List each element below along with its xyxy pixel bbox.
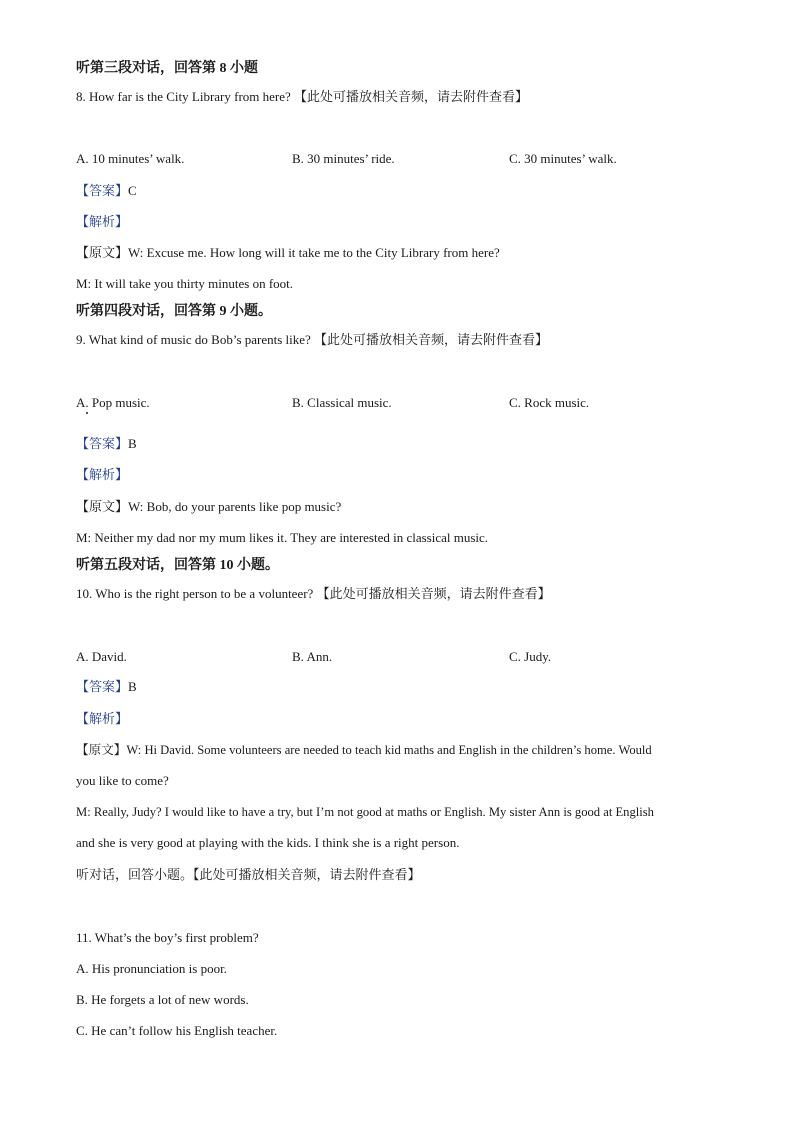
q9-transcript-line-2: M: Neither my dad nor my mum likes it. They are interested in classical music. bbox=[76, 530, 489, 545]
q11-option-a: A. His pronunciation is poor. bbox=[76, 961, 227, 976]
transcript-text: W: Bob, do your parents like pop music? bbox=[128, 499, 342, 514]
q11-option-c: C. He can’t follow his English teacher. bbox=[76, 1023, 278, 1038]
question-8: 8. How far is the City Library from here? 【此处可播放相关音频，请去附件查看】 bbox=[76, 89, 529, 104]
transcript-label: 【原文】 bbox=[76, 743, 127, 757]
q10-answer bbox=[76, 678, 137, 696]
q10-transcript-line-2: you like to come? bbox=[76, 773, 169, 788]
q9-transcript-line-1 bbox=[76, 498, 341, 516]
answer-value: B bbox=[128, 679, 137, 694]
q10-option-c: C. Judy. bbox=[509, 649, 552, 664]
question-11: 11. What’s the boy’s first problem? bbox=[76, 930, 259, 945]
transcript-label: 【原文】 bbox=[76, 499, 129, 514]
section-5-heading: 听第五段对话，回答第 10 小题。 bbox=[76, 558, 279, 573]
q11-option-b: B. He forgets a lot of new words. bbox=[76, 992, 249, 1007]
q10-analysis-label: 【解析】 bbox=[76, 711, 129, 726]
q9-option-c: C. Rock music. bbox=[509, 395, 590, 410]
q10-transcript-line-4: and she is very good at playing with the kids. I think she is a right person. bbox=[76, 835, 460, 850]
section-6-heading: 听对话，回答小题。【此处可播放相关音频，请去附件查看】 bbox=[76, 867, 421, 882]
q8-answer bbox=[76, 182, 137, 200]
q8-option-b: B. 30 minutes’ ride. bbox=[292, 151, 395, 166]
q8-option-c: C. 30 minutes’ walk. bbox=[509, 151, 617, 166]
question-10: 10. Who is the right person to be a volunteer? 【此处可播放相关音频，请去附件查看】 bbox=[76, 586, 551, 601]
q9-option-a: A. Pop music. bbox=[76, 395, 150, 410]
answer-value: C bbox=[128, 183, 137, 198]
q9-analysis-label: 【解析】 bbox=[76, 467, 129, 482]
transcript-label: 【原文】 bbox=[76, 245, 129, 260]
q10-option-a: A. David. bbox=[76, 649, 127, 664]
q10-transcript-line-1 bbox=[76, 741, 652, 759]
q9-option-b: B. Classical music. bbox=[292, 395, 392, 410]
q9-answer bbox=[76, 435, 137, 453]
q10-transcript-line-3: M: Really, Judy? I would like to have a try, but I’m not good at maths or English. My sister Ann is good at English bbox=[76, 805, 654, 819]
q8-transcript-line-1 bbox=[76, 244, 500, 262]
transcript-text: W: Hi David. Some volunteers are needed to teach kid maths and English in the children’s home. Would bbox=[126, 743, 652, 757]
q8-transcript-line-2: M: It will take you thirty minutes on foot. bbox=[76, 276, 294, 291]
q10-option-b: B. Ann. bbox=[292, 649, 333, 664]
transcript-text: W: Excuse me. How long will it take me to the City Library from here? bbox=[128, 245, 500, 260]
q8-option-a: A. 10 minutes’ walk. bbox=[76, 151, 185, 166]
answer-value: B bbox=[128, 436, 137, 451]
stray-dot bbox=[86, 412, 88, 414]
q8-analysis-label: 【解析】 bbox=[76, 214, 129, 229]
answer-label: 【答案】 bbox=[76, 679, 129, 694]
answer-label: 【答案】 bbox=[76, 436, 129, 451]
answer-label: 【答案】 bbox=[76, 183, 129, 198]
question-9: 9. What kind of music do Bob’s parents like? 【此处可播放相关音频，请去附件查看】 bbox=[76, 332, 549, 347]
section-3-heading: 听第三段对话，回答第 8 小题 bbox=[76, 61, 258, 76]
section-4-heading: 听第四段对话，回答第 9 小题。 bbox=[76, 304, 272, 319]
